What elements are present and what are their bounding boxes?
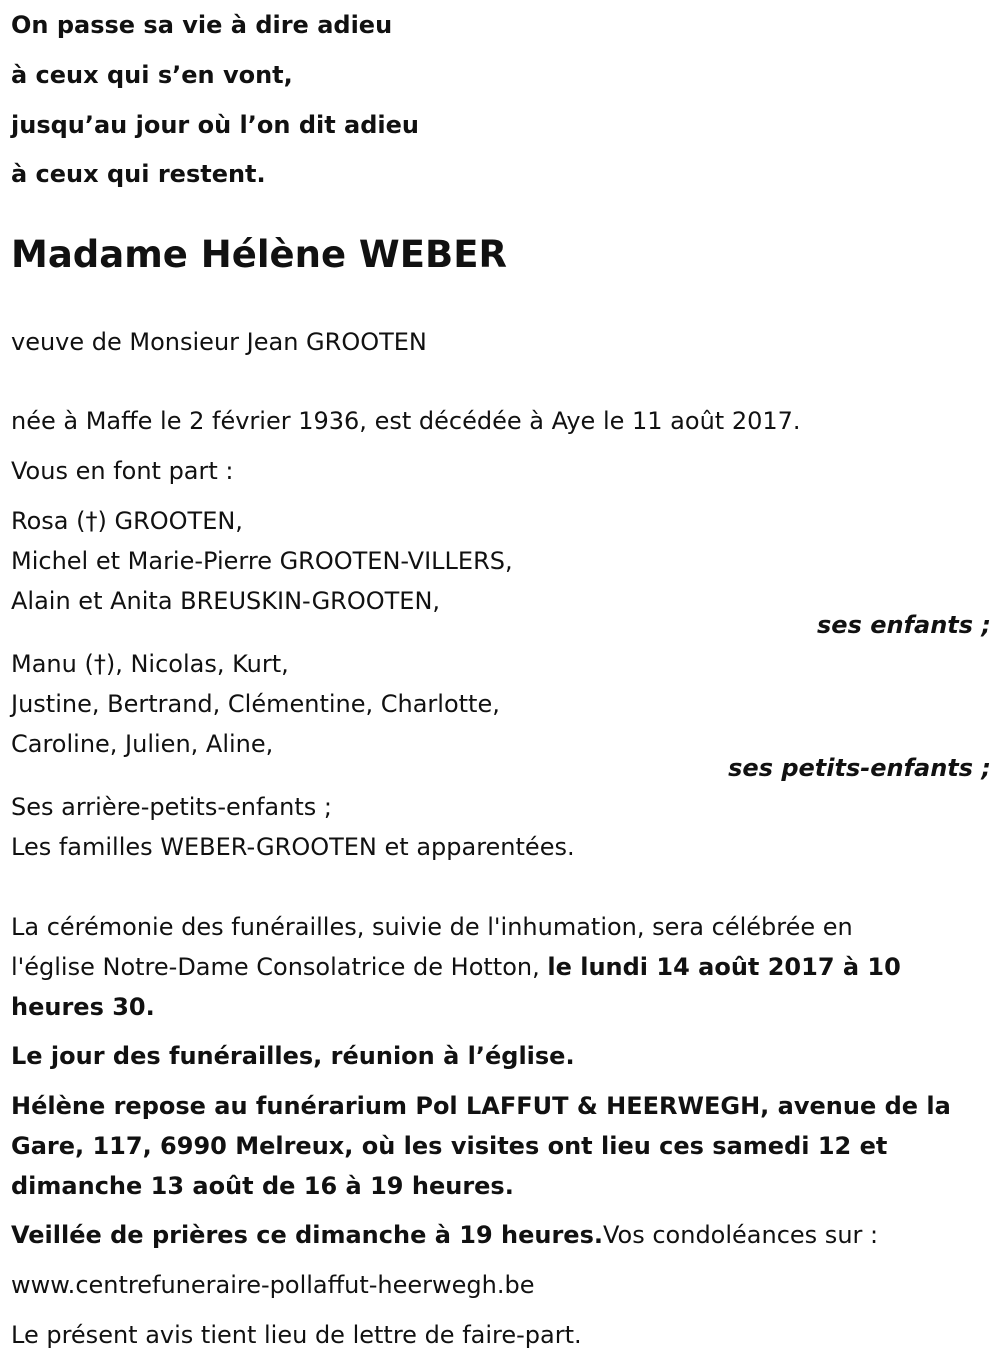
spouse-line: veuve de Monsieur Jean GROOTEN xyxy=(11,328,427,356)
child-line: Alain et Anita BREUSKIN-GROOTEN, xyxy=(11,587,441,615)
notice-line: Le présent avis tient lieu de lettre de faire-part. xyxy=(11,1321,582,1349)
poem-line-3: jusqu’au jour où l’on dit adieu xyxy=(11,111,420,139)
repose-line: Gare, 117, 6990 Melreux, où les visites ont lieu ces samedi 12 et xyxy=(11,1132,888,1160)
child-line: Rosa (†) GROOTEN, xyxy=(11,507,243,535)
grandchild-line: Justine, Bertrand, Clémentine, Charlotte, xyxy=(11,690,500,718)
vigil-text: Veillée de prières ce dimanche à 19 heures. xyxy=(11,1221,603,1249)
deceased-name: Madame Hélène WEBER xyxy=(11,233,507,276)
poem-line-2: à ceux qui s’en vont, xyxy=(11,61,293,89)
family-line: Ses arrière-petits-enfants ; xyxy=(11,793,332,821)
child-line: Michel et Marie-Pierre GROOTEN-VILLERS, xyxy=(11,547,513,575)
vigil-condolences-line xyxy=(11,1215,878,1255)
family-line: Les familles WEBER-GROOTEN et apparentées. xyxy=(11,833,575,861)
ceremony-date: le lundi 14 août 2017 à 10 xyxy=(547,953,901,981)
ceremony-line-2 xyxy=(11,947,901,987)
ceremony-line-1: La cérémonie des funérailles, suivie de l'inhumation, sera célébrée en xyxy=(11,913,853,941)
meeting-line: Le jour des funérailles, réunion à l’église. xyxy=(11,1042,575,1070)
announce-line: Vous en font part : xyxy=(11,457,234,485)
repose-line: Hélène repose au funérarium Pol LAFFUT & HEERWEGH, avenue de la xyxy=(11,1092,951,1120)
birth-death-line: née à Maffe le 2 février 1936, est décédée à Aye le 11 août 2017. xyxy=(11,407,801,435)
grandchildren-label: ses petits-enfants ; xyxy=(728,754,991,782)
condolences-text: Vos condoléances sur : xyxy=(602,1221,879,1249)
repose-line: dimanche 13 août de 16 à 19 heures. xyxy=(11,1172,514,1200)
grandchild-line: Caroline, Julien, Aline, xyxy=(11,730,274,758)
ceremony-location: l'église Notre-Dame Consolatrice de Hotton, xyxy=(11,953,548,981)
grandchild-line: Manu (†), Nicolas, Kurt, xyxy=(11,650,289,678)
website-link[interactable]: www.centrefuneraire-pollaffut-heerwegh.be xyxy=(11,1271,535,1299)
ceremony-time: heures 30. xyxy=(11,993,155,1021)
poem-line-1: On passe sa vie à dire adieu xyxy=(11,11,393,39)
poem-line-4: à ceux qui restent. xyxy=(11,160,266,188)
children-label: ses enfants ; xyxy=(817,611,991,639)
